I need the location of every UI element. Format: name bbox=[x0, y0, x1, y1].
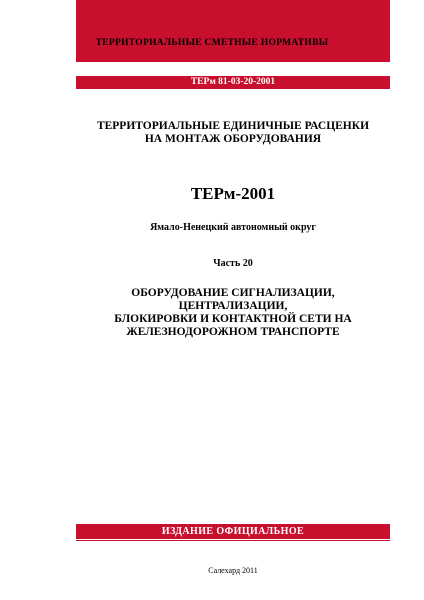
subtitle-line: БЛОКИРОВКИ И КОНТАКТНОЙ СЕТИ НА bbox=[114, 313, 352, 325]
main-title bbox=[76, 120, 390, 146]
city-year: Салехард 2011 bbox=[208, 566, 258, 575]
region-name: Ямало-Ненецкий автономный округ bbox=[150, 222, 316, 233]
subtitle-line: ЖЕЛЕЗНОДОРОЖНОМ ТРАНСПОРТЕ bbox=[126, 326, 340, 338]
short-code: ТЕРм-2001 bbox=[190, 184, 276, 203]
series-title: ТЕРРИТОРИАЛЬНЫЕ СМЕТНЫЕ НОРМАТИВЫ bbox=[95, 38, 329, 48]
part-number: Часть 20 bbox=[213, 258, 253, 269]
edition-band bbox=[76, 524, 390, 539]
edition-label: ИЗДАНИЕ ОФИЦИАЛЬНОЕ bbox=[161, 526, 305, 537]
document-code: ТЕРм 81-03-20-2001 bbox=[190, 77, 276, 87]
subtitle-line: ОБОРУДОВАНИЕ СИГНАЛИЗАЦИИ, ЦЕНТРАЛИЗАЦИИ, bbox=[131, 287, 335, 312]
main-title-line: ТЕРРИТОРИАЛЬНЫЕ ЕДИНИЧНЫЕ РАСЦЕНКИ bbox=[96, 120, 370, 132]
document-code-band bbox=[76, 76, 390, 89]
edition-underline bbox=[76, 540, 390, 541]
main-title-line: НА МОНТАЖ ОБОРУДОВАНИЯ bbox=[144, 133, 322, 145]
part-subtitle bbox=[76, 287, 390, 339]
top-red-band bbox=[76, 0, 390, 62]
